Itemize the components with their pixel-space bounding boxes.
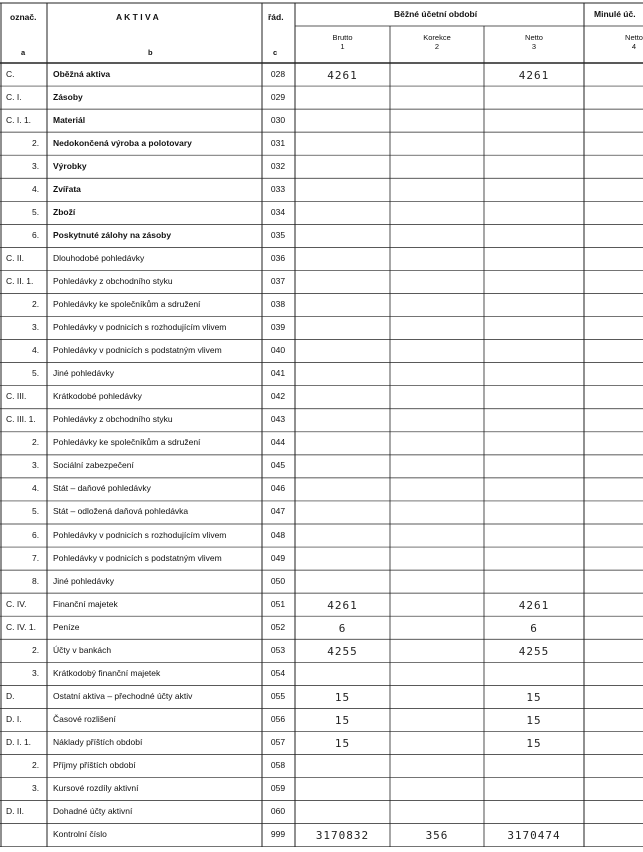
row-sub: 4.	[32, 483, 40, 494]
row-code: 033	[270, 183, 286, 194]
row-code: 044	[270, 437, 286, 448]
row-brutto: 15	[334, 713, 351, 727]
row-code: 047	[270, 506, 286, 517]
row-label: Materiál	[53, 114, 86, 125]
row-code: 038	[270, 299, 286, 310]
header-prev-netto-n: 4	[631, 42, 637, 51]
row-netto: 4255	[518, 644, 550, 658]
row-code: 045	[270, 460, 286, 471]
row-label: Stát – odložená daňová pohledávka	[53, 506, 189, 517]
header-netto: Netto	[525, 33, 543, 42]
row-label: Dohadné účty aktivní	[53, 806, 133, 817]
row-code: 037	[270, 275, 286, 286]
row-mark: C. IV. 1.	[6, 621, 36, 632]
row-label: Náklady příštích období	[53, 736, 143, 747]
row-sub: 2.	[32, 644, 40, 655]
header-col-c: c	[273, 48, 278, 57]
row-sub: 3.	[32, 160, 40, 171]
row-brutto: 4261	[327, 598, 358, 612]
header-netto-n: 3	[531, 42, 537, 51]
row-sub: 2.	[32, 437, 40, 448]
row-label: Zboží	[53, 206, 76, 217]
row-mark: D. I.	[6, 713, 22, 724]
row-label: Příjmy příštích období	[53, 760, 136, 771]
row-label: Pohledávky v podnicích s podstatným vlivem	[53, 345, 222, 356]
row-code: 056	[270, 713, 286, 724]
row-code: 032	[270, 160, 286, 171]
row-code: 050	[270, 575, 286, 586]
row-label: Pohledávky v podnicích s podstatným vlivem	[53, 552, 222, 563]
row-mark: C. II.	[6, 252, 24, 263]
header-korekce-n: 2	[434, 42, 440, 51]
row-label: Finanční majetek	[53, 598, 118, 609]
header-oznac: označ.	[10, 12, 37, 22]
row-code: 048	[270, 529, 286, 540]
row-sub: 3.	[32, 667, 40, 678]
row-brutto: 3170832	[315, 829, 370, 843]
header-rad: řád.	[268, 12, 284, 22]
row-sub: 8.	[32, 575, 40, 586]
row-brutto: 15	[334, 736, 351, 750]
header-current-period: Běžné účetní období	[394, 9, 478, 19]
row-label: Časové rozlišení	[53, 713, 116, 724]
row-sub: 4.	[32, 183, 40, 194]
row-code: 030	[270, 114, 286, 125]
row-code: 060	[270, 806, 286, 817]
row-label: Pohledávky ke společníkům a sdružení	[53, 437, 201, 448]
row-sub: 4.	[32, 345, 40, 356]
row-netto: 15	[526, 713, 542, 727]
row-mark: C. III.	[6, 391, 27, 402]
row-sub: 2.	[32, 299, 40, 310]
row-label: Zvířata	[53, 183, 81, 194]
row-code: 059	[270, 783, 286, 794]
row-label: Pohledávky v podnicích s rozhodujícím vlivem	[53, 322, 227, 333]
row-sub: 6.	[32, 529, 40, 540]
row-label: Sociální zabezpečení	[53, 460, 134, 471]
row-code: 053	[270, 644, 286, 655]
row-mark: D. II.	[6, 806, 24, 817]
row-korekce: 356	[425, 829, 449, 843]
row-sub: 3.	[32, 460, 40, 471]
row-code: 058	[270, 760, 286, 771]
row-sub: 6.	[32, 229, 40, 240]
row-code: 052	[270, 621, 286, 632]
row-label: Kursové rozdíly aktivní	[53, 783, 139, 794]
row-label: Pohledávky z obchodního styku	[53, 414, 173, 425]
row-netto: 4261	[518, 68, 550, 82]
row-label: Pohledávky v podnicích s rozhodujícím vlivem	[53, 529, 227, 540]
row-code: 046	[270, 483, 286, 494]
row-label: Poskytnuté zálohy na zásoby	[53, 229, 172, 240]
row-code: 042	[270, 391, 286, 402]
row-sub: 3.	[32, 783, 40, 794]
row-code: 057	[270, 736, 286, 747]
row-label: Účty v bankách	[53, 644, 112, 655]
row-brutto: 4255	[327, 644, 358, 658]
row-mark: D. I. 1.	[6, 736, 32, 747]
row-label: Dlouhodobé pohledávky	[53, 252, 145, 263]
row-label: Pohledávky ke společníkům a sdružení	[53, 299, 201, 310]
row-code: 999	[270, 829, 286, 840]
row-label: Stát – daňové pohledávky	[53, 483, 151, 494]
header-korekce: Korekce	[423, 33, 451, 42]
row-netto: 3170474	[507, 829, 561, 843]
row-sub: 2.	[32, 137, 40, 148]
header-col-b: b	[148, 48, 153, 57]
header-prev-period: Minulé úč.	[594, 9, 636, 19]
row-code: 041	[270, 368, 286, 379]
row-sub: 2.	[32, 760, 40, 771]
row-label: Krátkodobý finanční majetek	[53, 667, 161, 678]
header-brutto: Brutto	[332, 33, 353, 42]
header-prev-netto: Netto	[625, 33, 643, 42]
row-label: Jiné pohledávky	[53, 575, 114, 586]
row-label: Krátkodobé pohledávky	[53, 391, 142, 402]
row-mark: C. I. 1.	[6, 114, 32, 125]
header-brutto-n: 1	[340, 42, 345, 51]
row-code: 040	[270, 345, 286, 356]
row-label: Výrobky	[53, 160, 87, 171]
row-netto: 6	[530, 621, 538, 635]
row-code: 043	[270, 414, 286, 425]
row-netto: 15	[526, 690, 542, 704]
row-sub: 5.	[32, 206, 40, 217]
row-code: 036	[270, 252, 286, 263]
row-label: Nedokončená výroba a polotovary	[53, 137, 192, 148]
row-code: 039	[270, 322, 286, 333]
row-sub: 7.	[32, 552, 40, 563]
row-brutto: 4261	[327, 68, 358, 82]
row-code: 029	[270, 91, 286, 102]
row-brutto: 6	[338, 621, 347, 635]
row-code: 049	[270, 552, 286, 563]
row-label: Ostatní aktiva – přechodné účty aktiv	[53, 690, 193, 701]
row-label: Oběžná aktiva	[53, 68, 111, 79]
row-label: Jiné pohledávky	[53, 368, 114, 379]
row-mark: C. I.	[6, 91, 22, 102]
row-code: 031	[270, 137, 286, 148]
header-col-a: a	[21, 48, 26, 57]
row-netto: 4261	[518, 598, 550, 612]
row-code: 028	[270, 68, 286, 79]
row-mark: C.	[6, 68, 15, 79]
row-code: 051	[270, 598, 286, 609]
row-mark: D.	[6, 690, 15, 701]
row-sub: 5.	[32, 368, 40, 379]
row-sub: 3.	[32, 322, 40, 333]
row-sub: 5.	[32, 506, 40, 517]
row-label: Peníze	[53, 621, 80, 632]
row-netto: 15	[526, 736, 542, 750]
row-mark: C. IV.	[6, 598, 27, 609]
row-label: Kontrolní číslo	[53, 829, 107, 840]
header-aktiva: A K T I V A	[116, 12, 159, 22]
row-code: 055	[270, 690, 286, 701]
row-mark: C. II. 1.	[6, 275, 34, 286]
row-label: Pohledávky z obchodního styku	[53, 275, 173, 286]
row-mark: C. III. 1.	[6, 414, 36, 425]
row-code: 034	[270, 206, 286, 217]
row-code: 054	[270, 667, 286, 678]
row-label: Zásoby	[53, 91, 83, 102]
row-code: 035	[270, 229, 286, 240]
row-brutto: 15	[334, 690, 351, 704]
